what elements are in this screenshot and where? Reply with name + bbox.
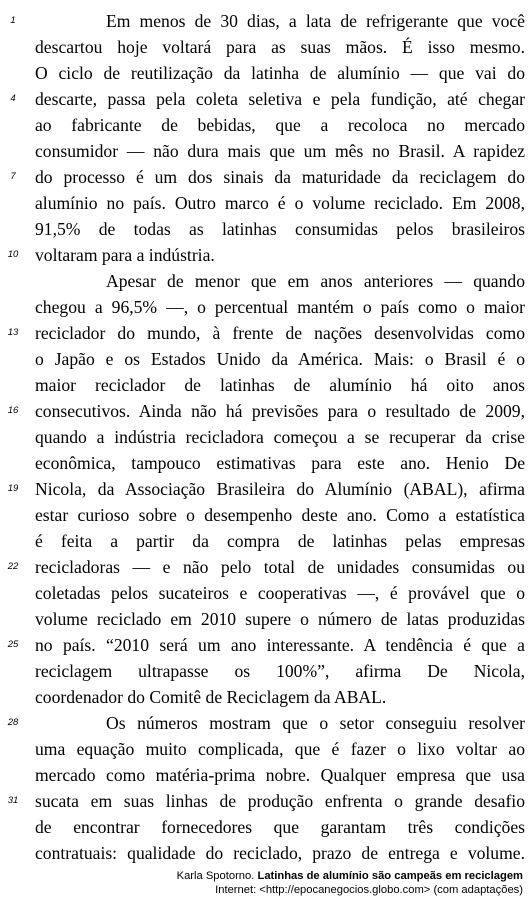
line-number: 19 <box>7 483 19 494</box>
text-line-17: quando a indústria recicladora começou a se recuperar da crise <box>35 427 525 447</box>
line-number: 13 <box>7 327 19 338</box>
text-line-2: descartou hoje voltará para as suas mãos. É isso mesmo. <box>35 37 525 57</box>
text-line-10: voltaram para a indústria. <box>35 245 215 265</box>
line-number: 28 <box>7 717 19 728</box>
text-line-21: é feita a partir da compra de latinhas pelas empresas <box>35 531 525 551</box>
text-line-7: do processo é um dos sinais da maturidade da reciclagem do <box>35 167 525 187</box>
text-line-16: consecutivos. Ainda não há previsões para o resultado de 2009, <box>35 401 525 421</box>
text-line-15: maior reciclador de latinhas de alumínio há oito anos <box>35 375 525 395</box>
text-line-3: O ciclo de reutilização da latinha de alumínio — que vai do <box>35 63 525 83</box>
text-line-30: mercado como matéria-prima nobre. Qualquer empresa que usa <box>35 765 525 785</box>
text-line-19: Nicola, da Associação Brasileira do Alumínio (ABAL), afirma <box>35 479 525 499</box>
text-line-26: reciclagem ultrapasse os 100%”, afirma De Nicola, <box>35 661 525 681</box>
line-number: 31 <box>7 795 19 806</box>
text-line-8: alumínio no país. Outro marco é o volume reciclado. Em 2008, <box>35 193 525 213</box>
text-line-32: de encontrar fornecedores que garantam três condições <box>35 817 525 837</box>
text-line-18: econômica, tampouco estimativas para este ano. Henio De <box>35 453 525 473</box>
line-number: 4 <box>10 93 16 104</box>
text-line-1: Em menos de 30 dias, a lata de refrigerante que você <box>106 11 525 31</box>
text-line-24: volume reciclado em 2010 supere o número de latas produzidas <box>35 609 525 629</box>
line-number: 25 <box>7 639 19 650</box>
text-line-27: coordenador do Comitê de Reciclagem da ABAL. <box>35 687 387 707</box>
line-number: 1 <box>10 15 16 26</box>
line-number: 16 <box>7 405 19 416</box>
text-line-4: descarte, passa pela coleta seletiva e pela fundição, até chegar <box>35 89 525 109</box>
citation-author-title <box>177 869 523 883</box>
text-line-14: o Japão e os Estados Unido da América. Mais: o Brasil é o <box>35 349 525 369</box>
line-number: 7 <box>10 171 16 182</box>
text-line-28: Os números mostram que o setor conseguiu resolver <box>106 713 525 733</box>
citation-title: Latinhas de alumínio são campeãs em reciclagem <box>257 870 523 882</box>
text-line-25: no país. “2010 será um ano interessante. A tendência é que a <box>35 635 525 655</box>
text-line-9: 91,5% de todas as latinhas consumidas pelos brasileiros <box>35 219 525 239</box>
text-line-13: reciclador do mundo, à frente de nações desenvolvidas como <box>35 323 525 343</box>
text-line-31: sucata em suas linhas de produção enfrenta o grande desafio <box>35 791 525 811</box>
text-line-12: chegou a 96,5% —, o percentual mantém o país como o maior <box>35 297 525 317</box>
text-line-20: estar curioso sobre o desempenho deste ano. Como a estatística <box>35 505 525 525</box>
text-line-29: uma equação muito complicada, que é fazer o lixo voltar ao <box>35 739 525 759</box>
line-number: 22 <box>7 561 19 572</box>
line-number: 10 <box>7 249 19 260</box>
text-line-5: ao fabricante de bebidas, que a recoloca no mercado <box>35 115 525 135</box>
text-line-22: recicladoras — e não pelo total de unidades consumidas ou <box>35 557 525 577</box>
citation-source: Internet: <http://epocanegocios.globo.com> (com adaptações) <box>215 884 523 896</box>
text-line-6: consumidor — não dura mais que um mês no Brasil. A rapidez <box>35 141 525 161</box>
text-line-23: coletadas pelos sucateiros e cooperativas —, é provável que o <box>35 583 525 603</box>
text-line-33: contratuais: qualidade do reciclado, prazo de entrega e volume. <box>35 843 525 863</box>
text-line-11: Apesar de menor que em anos anteriores — quando <box>106 271 525 291</box>
citation-author: Karla Spotorno. <box>176 870 255 882</box>
